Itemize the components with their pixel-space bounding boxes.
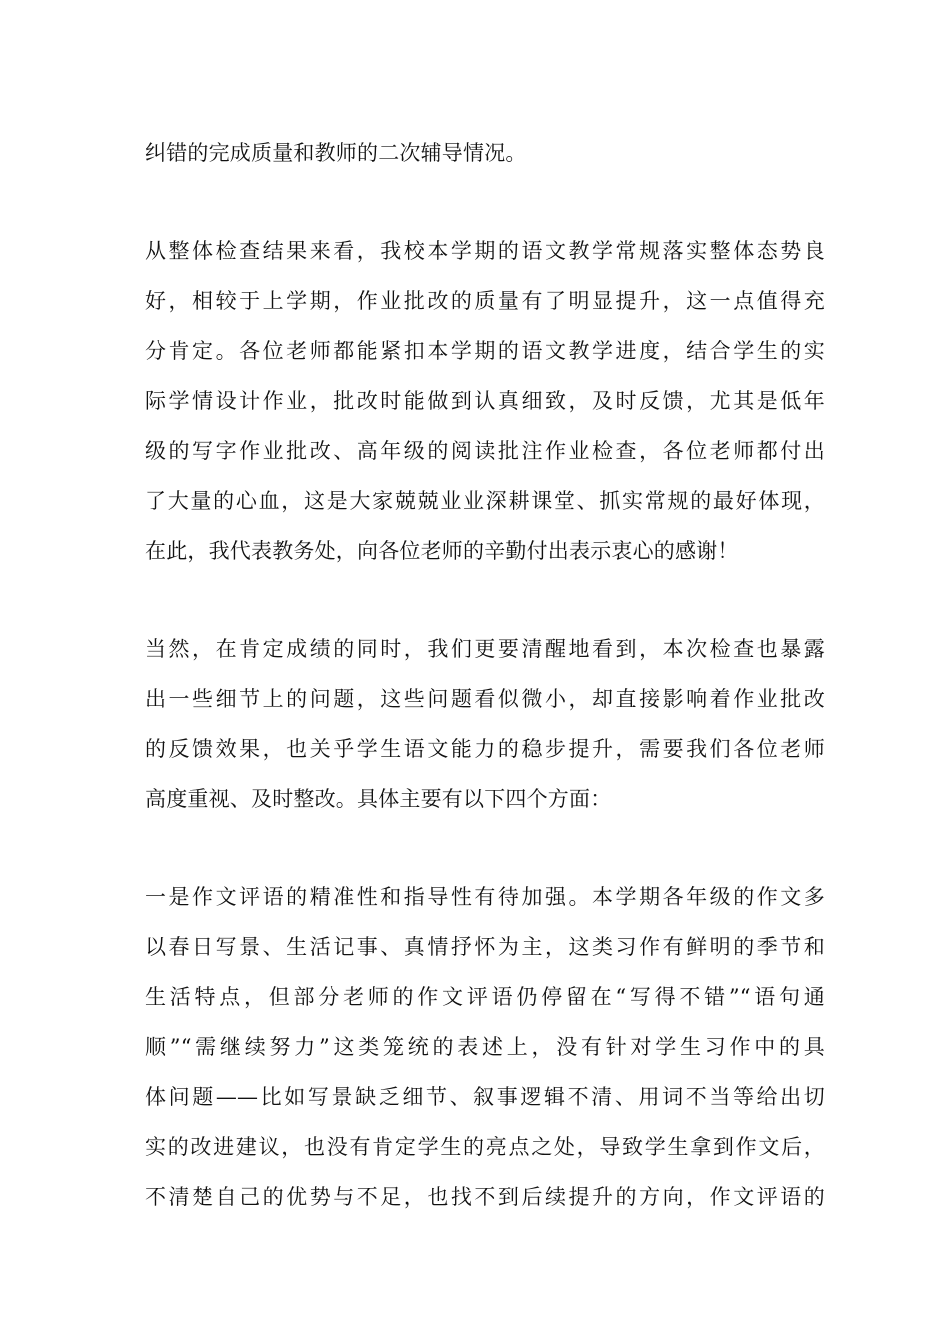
paragraph-4-line-3: 生活特点，但部分老师的作文评语仍停留在“写得不错”“语句通 — [145, 985, 825, 1009]
paragraph-3-line-2: 出一些细节上的问题，这些问题看似微小，却直接影响着作业批改 — [145, 687, 825, 711]
paragraph-2-line-3: 分肯定。各位老师都能紧扣本学期的语文教学进度，结合学生的实 — [145, 339, 825, 363]
paragraph-3-line-1: 当然，在肯定成绩的同时，我们更要清醒地看到，本次检查也暴露 — [145, 637, 825, 661]
paragraph-4-line-7: 不清楚自己的优势与不足，也找不到后续提升的方向，作文评语的 — [145, 1185, 825, 1209]
paragraph-2-line-5: 级的写字作业批改、高年级的阅读批注作业检查，各位老师都付出 — [145, 439, 825, 463]
paragraph-4-line-4: 顺”“需继续努力”这类笼统的表述上，没有针对学生习作中的具 — [145, 1035, 825, 1059]
paragraph-1-line-1: 纠错的完成质量和教师的二次辅导情况。 — [145, 141, 527, 165]
paragraph-2-line-1: 从整体检查结果来看，我校本学期的语文教学常规落实整体态势良 — [145, 239, 825, 263]
paragraph-3-line-4: 高度重视、及时整改。具体主要有以下四个方面： — [145, 787, 612, 811]
paragraph-4-line-2: 以春日写景、生活记事、真情抒怀为主，这类习作有鲜明的季节和 — [145, 935, 825, 959]
paragraph-4-line-5: 体问题——比如写景缺乏细节、叙事逻辑不清、用词不当等给出切 — [145, 1085, 825, 1109]
paragraph-2-line-6: 了大量的心血，这是大家兢兢业业深耕课堂、抓实常规的最好体现， — [145, 489, 825, 513]
paragraph-2-line-2: 好，相较于上学期，作业批改的质量有了明显提升，这一点值得充 — [145, 289, 825, 313]
paragraph-2-line-4: 际学情设计作业，批改时能做到认真细致，及时反馈，尤其是低年 — [145, 389, 825, 413]
paragraph-2-line-7: 在此，我代表教务处，向各位老师的辛勤付出表示衷心的感谢！ — [145, 539, 739, 563]
paragraph-3-line-3: 的反馈效果，也关乎学生语文能力的稳步提升，需要我们各位老师 — [145, 737, 825, 761]
paragraph-4-line-6: 实的改进建议，也没有肯定学生的亮点之处，导致学生拿到作文后， — [145, 1135, 825, 1159]
paragraph-4-line-1: 一是作文评语的精准性和指导性有待加强。本学期各年级的作文多 — [145, 885, 825, 909]
